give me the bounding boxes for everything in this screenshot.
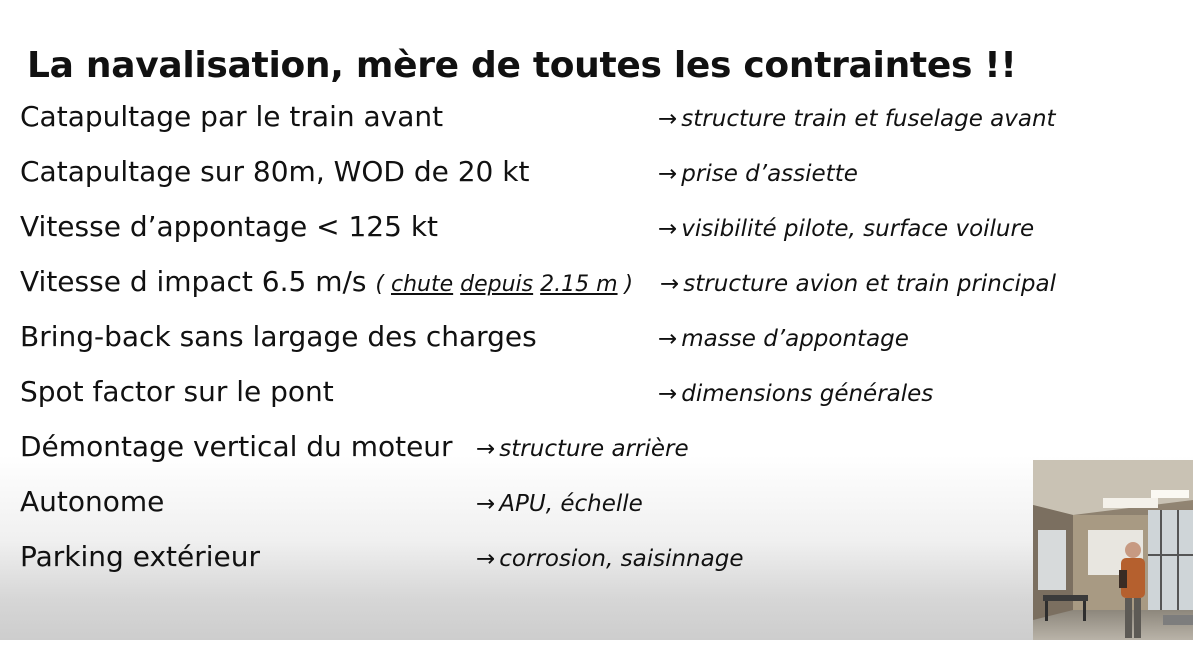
note-word: depuis [460, 272, 534, 297]
arrow-icon: → [658, 326, 678, 352]
consequence-text [476, 491, 643, 517]
requirement-text: Bring-back sans largage des charges [20, 320, 537, 353]
requirement-note [375, 272, 633, 297]
arrow-icon: → [476, 436, 496, 462]
note-word: 2.15 m [540, 272, 618, 297]
consequence-text [658, 106, 1056, 132]
arrow-icon: → [658, 381, 678, 407]
requirement-text: Catapultage par le train avant [20, 100, 444, 133]
presenter-video-icon[interactable] [1033, 460, 1193, 640]
requirement-text: Parking extérieur [20, 540, 260, 573]
arrow-icon: → [658, 106, 678, 132]
consequence-text [658, 381, 933, 407]
consequence-text [660, 271, 1056, 297]
consequence-text [658, 326, 909, 352]
consequence-text [476, 546, 743, 572]
consequence-label: visibilité pilote, surface voilure [681, 216, 1035, 242]
arrow-icon: → [658, 216, 678, 242]
consequence-label: APU, échelle [499, 491, 643, 517]
requirement-text: Autonome [20, 485, 165, 518]
note-paren-open: ( [375, 272, 391, 297]
consequence-text [476, 436, 689, 462]
consequence-text [658, 161, 858, 187]
consequence-text [658, 216, 1034, 242]
consequence-label: dimensions générales [681, 381, 934, 407]
requirement-label: Vitesse d impact 6.5 m/s [20, 265, 367, 298]
consequence-label: corrosion, saisinnage [499, 546, 744, 572]
requirement-text: Vitesse d’appontage < 125 kt [20, 210, 439, 243]
consequence-label: structure avion et train principal [683, 271, 1056, 297]
requirement-text: Catapultage sur 80m, WOD de 20 kt [20, 155, 530, 188]
arrow-icon: → [660, 271, 680, 297]
requirement-text: Démontage vertical du moteur [20, 430, 453, 463]
requirement-text [20, 265, 633, 298]
presenter-video-scene [1033, 460, 1193, 640]
note-word: chute [390, 272, 454, 297]
consequence-label: prise d’assiette [681, 161, 858, 187]
consequence-label: structure train et fuselage avant [681, 106, 1056, 132]
arrow-icon: → [476, 546, 496, 572]
note-paren-close: ) [617, 272, 634, 297]
bottom-strip [0, 640, 1193, 648]
arrow-icon: → [658, 161, 678, 187]
slide-title: La navalisation, mère de toutes les contraintes !! [27, 45, 1017, 86]
requirement-text: Spot factor sur le pont [20, 375, 334, 408]
arrow-icon: → [476, 491, 496, 517]
consequence-label: structure arrière [499, 436, 689, 462]
consequence-label: masse d’appontage [681, 326, 909, 352]
